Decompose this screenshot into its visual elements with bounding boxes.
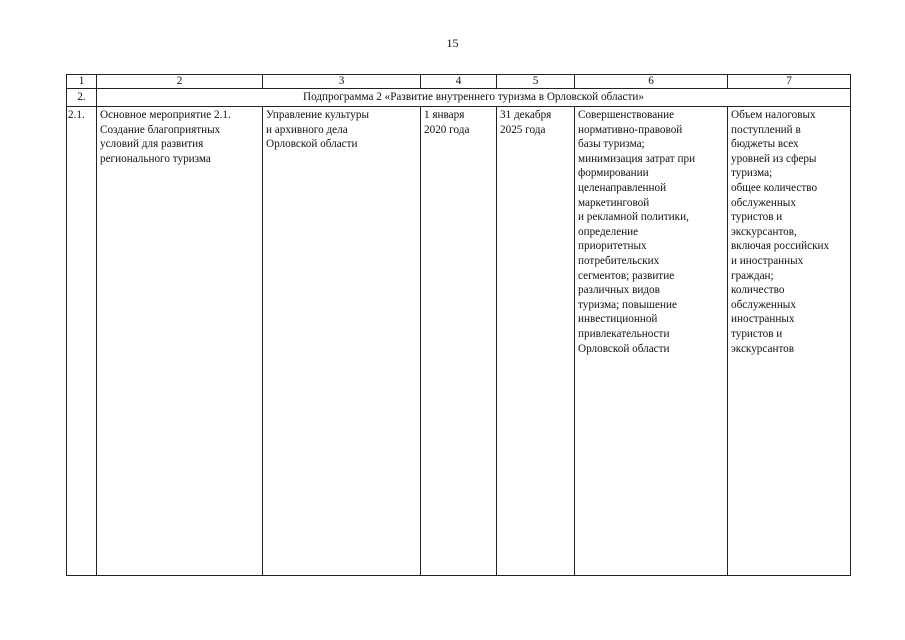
column-number-7: 7 — [728, 75, 851, 89]
activity-end-date: 31 декабря 2025 года — [497, 107, 575, 576]
subprogram-number: 2. — [67, 89, 97, 107]
column-number-2: 2 — [97, 75, 263, 89]
column-number-6: 6 — [575, 75, 728, 89]
column-number-3: 3 — [263, 75, 421, 89]
activity-table — [66, 74, 851, 576]
page-number: 15 — [446, 36, 459, 50]
subprogram-row — [67, 89, 851, 107]
column-number-4: 4 — [421, 75, 497, 89]
column-number-row — [67, 75, 851, 89]
activity-executor: Управление культуры и архивного дела Орловской области — [263, 107, 421, 576]
column-number-1: 1 — [67, 75, 97, 89]
activity-expected-result: Совершенствование нормативно-правовой базы туризма; минимизация затрат при формировании целенаправленной маркетинговой и рекламной политики, определение приоритетных потребительских сегментов; развитие различных видов туризма; повышение инвестиционной привлекательности Орловской области — [575, 107, 728, 576]
activity-start-date: 1 января 2020 года — [421, 107, 497, 576]
activity-name: Основное мероприятие 2.1. Создание благоприятных условий для развития регионального туризма — [97, 107, 263, 576]
activity-number: 2.1. — [67, 107, 97, 576]
column-number-5: 5 — [497, 75, 575, 89]
activity-indicators: Объем налоговых поступлений в бюджеты всех уровней из сферы туризма; общее количество обслуженных туристов и экскурсантов, включая российских и иностранных граждан; количество обслуженных иностранных туристов и экскурсантов — [728, 107, 851, 576]
subprogram-title: Подпрограмма 2 «Развитие внутреннего туризма в Орловской области» — [97, 89, 851, 107]
activity-row — [67, 107, 851, 576]
